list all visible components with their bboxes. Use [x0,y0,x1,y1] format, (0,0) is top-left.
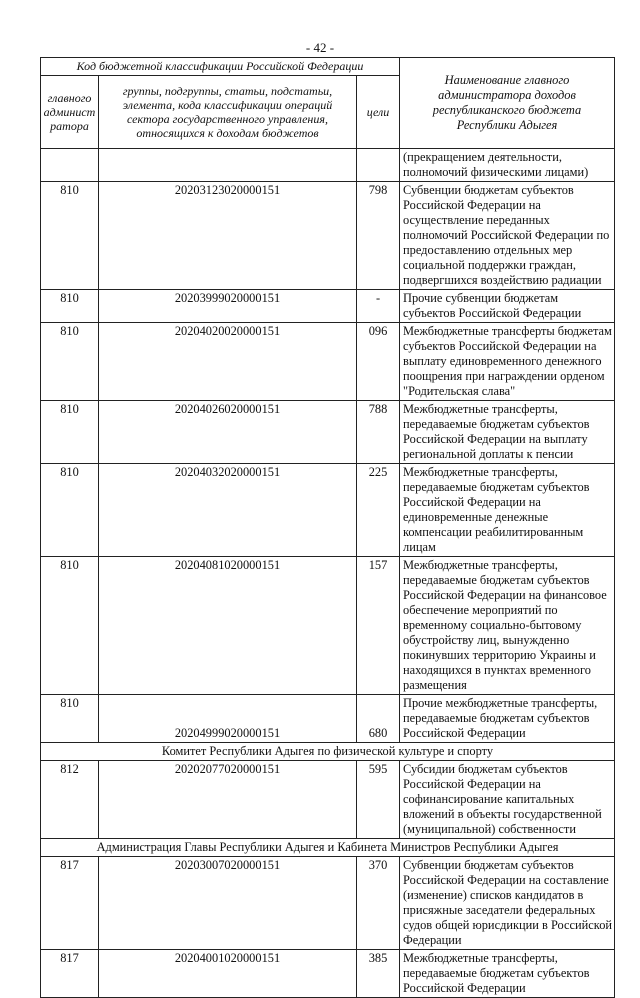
description-cell: Прочие субвенции бюджетам субъектов Российской Федерации [400,290,615,323]
table-row [41,557,615,695]
admin-code-cell [41,149,99,182]
admin-code-cell: 810 [41,401,99,464]
target-code-cell: 385 [357,950,400,998]
section-title: Администрация Главы Республики Адыгея и Кабинета Министров Республики Адыгея [41,839,615,857]
section-header-row [41,839,615,857]
description-cell: Субвенции бюджетам субъектов Российской Федерации на составление (изменение) списков кандидатов в присяжные заседатели федеральных судов общей юрисдикции в Российской Федерации [400,857,615,950]
header-admin-name: Наименование главного администратора доходов республиканского бюджета Республики Адыгея [400,58,615,149]
description-cell: Субвенции бюджетам субъектов Российской Федерации на осуществление переданных полномочий Российской Федерации по предоставлению отдельных мер социальной поддержки граждан, подвергшихся воздействию радиации [400,182,615,290]
description-cell: Субсидии бюджетам субъектов Российской Федерации на софинансирование капитальных вложений в объекты государственной (муниципальной) собственности [400,761,615,839]
target-code-cell: 096 [357,323,400,401]
budget-code-cell: 20204020020000151 [99,323,357,401]
budget-code-cell: 20204999020000151 [99,695,357,743]
target-code-cell: 370 [357,857,400,950]
admin-code-cell: 810 [41,182,99,290]
target-code-cell: 680 [357,695,400,743]
target-code-cell: - [357,290,400,323]
header-admin-line-3: ратора [50,119,89,133]
table-body [41,149,615,998]
table-row [41,149,615,182]
target-code-cell: 595 [357,761,400,839]
header-target-code: цели [357,76,400,149]
budget-classification-table [40,57,615,998]
admin-code-cell: 817 [41,857,99,950]
description-cell: Межбюджетные трансферты бюджетам субъектов Российской Федерации на выплату единовременного денежного поощрения при награждении орденом "Родительская слава" [400,323,615,401]
budget-code-cell: 20203007020000151 [99,857,357,950]
section-title: Комитет Республики Адыгея по физической культуре и спорту [41,743,615,761]
header-code-group: Код бюджетной классификации Российской Федерации [41,58,400,76]
table-row [41,857,615,950]
admin-code-cell: 810 [41,464,99,557]
table-row [41,464,615,557]
target-code-cell: 225 [357,464,400,557]
admin-code-cell: 812 [41,761,99,839]
admin-code-cell: 810 [41,323,99,401]
section-header-row [41,743,615,761]
admin-code-cell: 817 [41,950,99,998]
target-code-cell: 798 [357,182,400,290]
target-code-cell [357,149,400,182]
budget-code-cell: 20202077020000151 [99,761,357,839]
description-cell: Межбюджетные трансферты, передаваемые бюджетам субъектов Российской Федерации [400,950,615,998]
table-row [41,950,615,998]
budget-code-cell [99,149,357,182]
description-cell: (прекращением деятельности, полномочий физическими лицами) [400,149,615,182]
description-cell: Межбюджетные трансферты, передаваемые бюджетам субъектов Российской Федерации на выплату региональной доплаты к пенсии [400,401,615,464]
description-cell: Межбюджетные трансферты, передаваемые бюджетам субъектов Российской Федерации на единовременные денежные компенсации реабилитированным лицам [400,464,615,557]
budget-code-cell: 20204026020000151 [99,401,357,464]
header-admin-code [41,76,99,149]
budget-code-cell: 20203999020000151 [99,290,357,323]
table-row [41,401,615,464]
budget-code-cell: 20204001020000151 [99,950,357,998]
table-row [41,761,615,839]
budget-code-cell: 20204081020000151 [99,557,357,695]
table-row [41,290,615,323]
target-code-cell: 788 [357,401,400,464]
page-number: - 42 - [305,40,335,55]
table-row [41,182,615,290]
table-row [41,695,615,743]
description-cell: Прочие межбюджетные трансферты, передаваемые бюджетам субъектов Российской Федерации [400,695,615,743]
header-admin-line-1: главного [47,91,92,105]
description-cell: Межбюджетные трансферты, передаваемые бюджетам субъектов Российской Федерации на финансовое обеспечение мероприятий по временному социально-бытовому обустройству лиц, вынужденно покинувших территорию Украины и находящихся в пунктах временного размещения [400,557,615,695]
budget-code-cell: 20203123020000151 [99,182,357,290]
table-row [41,323,615,401]
admin-code-cell: 810 [41,695,99,743]
admin-code-cell: 810 [41,557,99,695]
header-group-code: группы, подгруппы, статьи, подстатьи, элемента, кода классификации операций сектора государственного управления, относящихся к доходам бюджетов [99,76,357,149]
target-code-cell: 157 [357,557,400,695]
admin-code-cell: 810 [41,290,99,323]
header-admin-line-2: админист [43,105,96,119]
budget-code-cell: 20204032020000151 [99,464,357,557]
